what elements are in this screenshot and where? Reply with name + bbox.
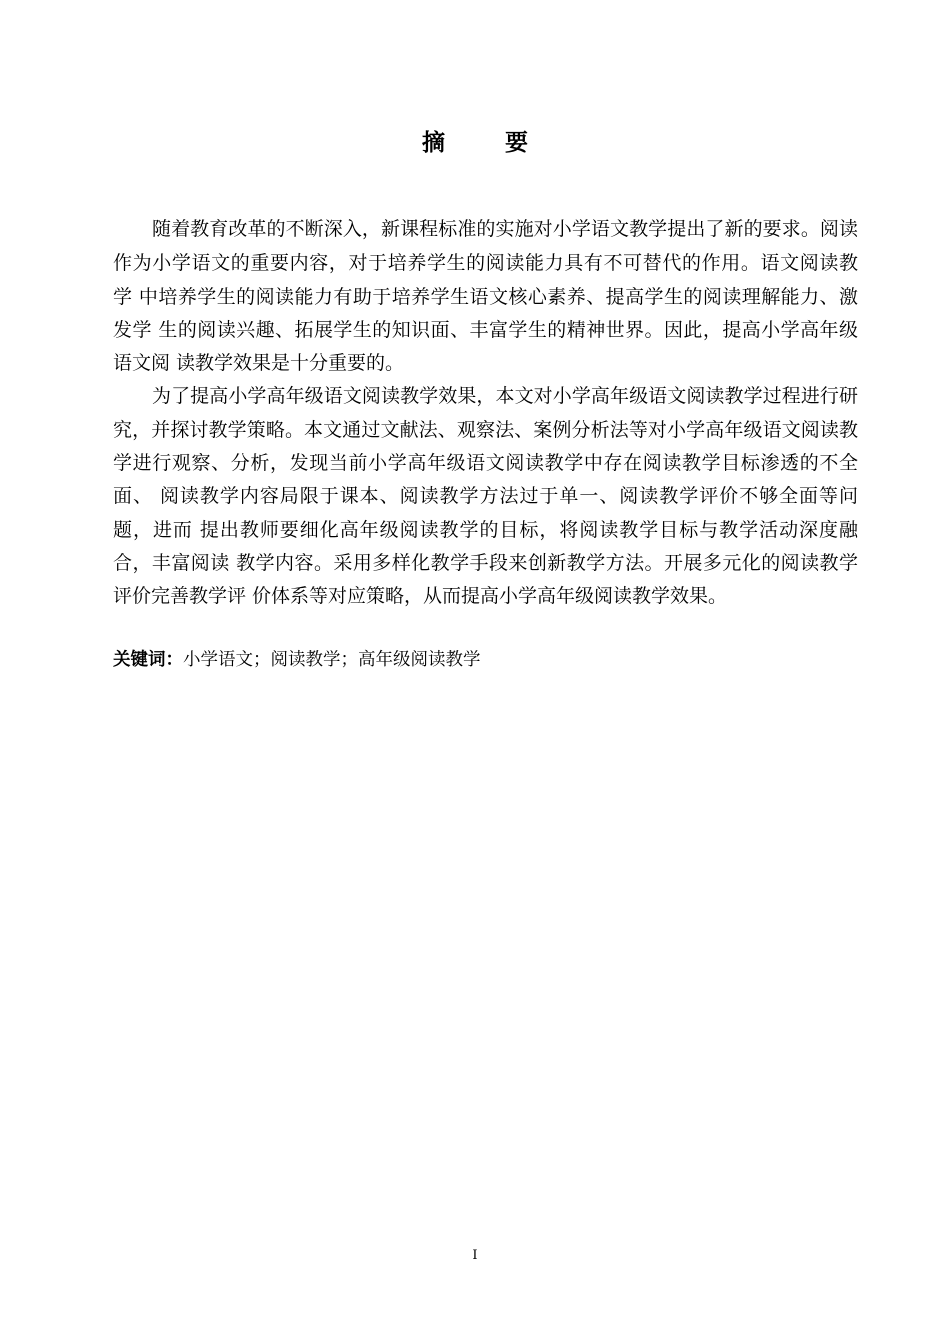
text-line: 合，丰富阅读 教学内容。采用多样化教学手段来创新教学方法。开展多元化的阅读教学 — [113, 552, 858, 574]
keywords-label: 关键词： — [113, 650, 183, 670]
text-line: 发学 生的阅读兴趣、拓展学生的知识面、丰富学生的精神世界。因此，提高小学高年级 — [113, 319, 858, 341]
keywords — [113, 648, 481, 672]
text-line: 评价完善教学评 价体系等对应策略，从而提高小学高年级阅读教学效果。 — [113, 585, 728, 607]
text-line: 语文阅 读教学效果是十分重要的。 — [113, 352, 405, 374]
text-line: 学 中培养学生的阅读能力有助于培养学生语文核心素养、提高学生的阅读理解能力、激 — [113, 286, 858, 308]
text-line: 随着教育改革的不断深入，新课程标准的实施对小学语文教学提出了新的要求。阅读 — [152, 218, 858, 240]
text-line: 题，进而 提出教师要细化高年级阅读教学的目标，将阅读教学目标与教学活动深度融 — [113, 519, 858, 541]
page-number: I — [472, 1248, 478, 1263]
text-line: 作为小学语文的重要内容，对于培养学生的阅读能力具有不可替代的作用。语文阅读教 — [113, 252, 858, 274]
text-line: 为了提高小学高年级语文阅读教学效果，本文对小学高年级语文阅读教学过程进行研 — [152, 385, 858, 407]
abstract-title: 摘 要 — [421, 129, 554, 156]
keywords-value: 小学语文；阅读教学；高年级阅读教学 — [183, 650, 481, 670]
text-line: 究，并探讨教学策略。本文通过文献法、观察法、案例分析法等对小学高年级语文阅读教 — [113, 419, 858, 441]
text-line: 面、 阅读教学内容局限于课本、阅读教学方法过于单一、阅读教学评价不够全面等问 — [113, 485, 858, 507]
text-line: 学进行观察、分析，发现当前小学高年级语文阅读教学中存在阅读教学目标渗透的不全 — [113, 452, 858, 474]
